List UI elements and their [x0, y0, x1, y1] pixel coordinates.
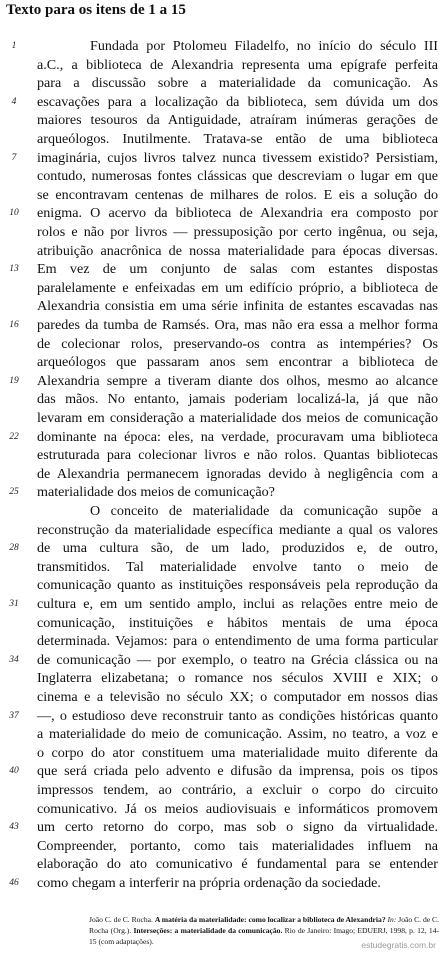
line-number: 34: [9, 654, 19, 665]
line-text: dominante na época: eles, na verdade, procuravam uma biblioteca: [37, 428, 438, 445]
text-line: [0, 353, 442, 371]
text-line: [0, 762, 442, 780]
text-line: [0, 242, 442, 260]
text-line: [0, 800, 442, 818]
line-text: de Alexandria permanecem ignoradas devido à negligência com a: [37, 465, 438, 482]
text-line: [0, 837, 442, 855]
line-text: elaboração do ato comunicativo é fundamental para se entender: [37, 856, 438, 873]
line-number: 43: [9, 822, 19, 833]
citation-author: João C. de C. Rocha.: [89, 915, 153, 924]
text-line: [0, 539, 442, 557]
text-line: [0, 707, 442, 725]
line-text: imaginária, cujos livros talvez nunca tivessem existido? Persistiam,: [37, 149, 438, 166]
line-text: Alexandria consistia em uma série infinita de estantes escavadas nas: [37, 298, 438, 315]
line-text: a.C., a biblioteca de Alexandria representa uma epígrafe perfeita: [37, 56, 438, 73]
line-text: de comunicação — por exemplo, o teatro na Grécia clássica ou na: [37, 651, 438, 668]
line-number: 10: [9, 208, 19, 219]
text-line: [0, 446, 442, 464]
line-number: 40: [9, 766, 19, 777]
line-number: 28: [9, 543, 19, 554]
line-text: paredes da tumba de Ramsés. Ora, mas não era essa a melhor forma: [37, 317, 438, 333]
line-text: a materialidade do meio de comunicação. Assim, no teatro, a voz e: [37, 726, 438, 743]
line-text: comunicação, instituições e hábitos mentais de uma época: [37, 614, 438, 631]
line-text: maiores tesouros da Antiguidade, atraíram inúmeras gerações de: [37, 112, 438, 129]
citation-work-title: A matéria da materialidade: como localizar a biblioteca de Alexandria?: [154, 915, 386, 924]
text-line: [0, 874, 442, 892]
line-number: 22: [9, 431, 19, 442]
line-text: como chegam a interferir na própria ordenação da sociedade.: [37, 875, 381, 891]
line-text: paralelamente e enfeixadas em um edifício próprio, a biblioteca de: [37, 279, 438, 296]
text-line: [0, 335, 442, 353]
text-line: [0, 465, 442, 483]
line-text: O conceito de materialidade da comunicação supõe a: [90, 503, 438, 519]
line-number: 31: [9, 599, 19, 609]
watermark: estudegratis.com.br: [361, 940, 436, 950]
line-text: o corpo do ator constituem uma materialidade muito diferente da: [37, 744, 438, 761]
line-text: arqueólogos que passaram anos sem encontrar a biblioteca de: [37, 354, 438, 371]
text-line: [0, 781, 442, 799]
text-line: [0, 818, 442, 836]
line-number: 46: [9, 878, 19, 888]
line-text: impressos tendem, ao contrário, a excluir o corpo do circuito: [37, 782, 438, 798]
line-number: 1: [11, 41, 17, 51]
line-text: Fundada por Ptolomeu Filadelfo, no início do século III: [90, 38, 438, 54]
text-line: [0, 744, 442, 762]
text-line: [0, 614, 442, 632]
text-line: [0, 186, 442, 204]
line-text: cinema e a televisão no século XX; o computador em nossos dias: [37, 689, 438, 705]
text-line: [0, 37, 442, 55]
line-text: cultura e, em um sentido amplo, inclui as relações entre meio de: [37, 596, 438, 612]
line-text: reconstrução da materialidade específica mediante a qual os valores: [37, 521, 438, 538]
text-line: [0, 558, 442, 576]
line-number: 4: [11, 96, 17, 107]
text-line: [0, 56, 442, 74]
citation-editor: João C. de C. Rocha (Org.).: [89, 915, 440, 935]
line-text: Inglaterra elizabetana; o romance nos séculos XVIII e XIX; o: [37, 670, 438, 687]
line-text: comunicação quanto as instituições responsáveis pela reprodução da: [37, 577, 438, 594]
line-text: para a discussão sobre a materialidade da comunicação. As: [37, 75, 438, 92]
text-line: [0, 111, 442, 129]
text-line: [0, 483, 442, 501]
line-text: materialidade dos meios de comunicação?: [37, 484, 275, 501]
line-number: 25: [9, 487, 19, 498]
line-number: 37: [9, 710, 19, 721]
text-line: [0, 167, 442, 185]
text-line: [0, 279, 442, 297]
text-line: [0, 669, 442, 687]
line-text: determinada. Vejamos: para o entendimento de uma forma particular: [37, 633, 438, 650]
citation-in-label: In:: [387, 915, 397, 924]
line-text: Compreender, portanto, como tais materialidades influem na: [37, 837, 438, 854]
line-text: se encontravam centenas de milhares de rolos. E eis a solução do: [37, 186, 438, 203]
text-line: [0, 521, 442, 539]
text-line: [0, 688, 442, 706]
line-number: 19: [9, 375, 19, 386]
text-line: [0, 502, 442, 520]
line-text: de uma cultura são, de um lado, produzidos e, de outro,: [37, 540, 438, 557]
citation-publication: Rio de Janeiro: Imago; EDUERJ, 1998, p. 12, 14-15 (com adaptações).: [89, 926, 439, 946]
line-text: Em vez de um conjunto de salas com estantes dispostas: [37, 261, 438, 278]
line-text: Alexandria sempre a tiveram diante dos olhos, mesmo ao alcance: [37, 372, 438, 389]
text-line: [0, 428, 442, 446]
line-text: um certo retorno do corpo, mas sob o signo da virtualidade.: [37, 819, 438, 836]
text-line: [0, 409, 442, 427]
line-number: 16: [9, 320, 19, 330]
text-line: [0, 316, 442, 334]
text-line: [0, 372, 442, 390]
text-line: [0, 725, 442, 743]
text-line: [0, 93, 442, 111]
text-line: [0, 651, 442, 669]
line-text: atribuição anacrônica de nossa materialidade para épocas diversas.: [37, 242, 438, 259]
text-line: [0, 223, 442, 241]
line-text: escavações para a localização da biblioteca, sem dúvida um dos: [37, 93, 438, 110]
text-line: [0, 390, 442, 408]
text-line: [0, 297, 442, 315]
line-text: comunicativo. Já os meios audiovisuais e informáticos promovem: [37, 800, 438, 817]
text-line: [0, 260, 442, 278]
text-line: [0, 74, 442, 92]
line-text: de colecionar rolos, preservando-os contra as intempéries? Os: [37, 335, 438, 352]
page-title: Texto para os itens de 1 a 15: [6, 2, 186, 18]
text-line: [0, 632, 442, 650]
line-text: rolos e não por livros — pressuposição por certo ingênua, ou seja,: [37, 224, 438, 240]
line-text: contudo, numerosas fontes clássicas que descreviam o lugar em que: [37, 168, 438, 185]
text-line: [0, 204, 442, 222]
line-number: 7: [11, 152, 17, 163]
line-text: transmitidos. Tal materialidade envolve tanto o meio de: [37, 558, 438, 575]
citation-book-title: Interseções: a materialidade da comunicação.: [133, 926, 283, 935]
line-text: levaram em consideração a materialidade dos meios de comunicação: [37, 410, 438, 426]
line-text: das mãos. No entanto, jamais poderiam localizá-la, já que não: [37, 391, 438, 408]
text-line: [0, 595, 442, 613]
line-number: 13: [9, 264, 19, 275]
line-text: arqueólogos. Inutilmente. Tratava-se então de uma biblioteca: [37, 131, 438, 147]
line-text: que será criada pelo advento e difusão da imprensa, pois os tipos: [37, 763, 438, 780]
text-line: [0, 130, 442, 148]
text-line: [0, 149, 442, 167]
line-text: enigma. O acervo da biblioteca de Alexandria era composto por: [37, 205, 438, 222]
text-line: [0, 855, 442, 873]
line-text: —, o estudioso deve reconstruir tanto as condições históricas quanto: [37, 707, 438, 724]
text-line: [0, 576, 442, 594]
line-text: estruturada para colecionar livros e não rolos. Quantas bibliotecas: [37, 447, 438, 464]
